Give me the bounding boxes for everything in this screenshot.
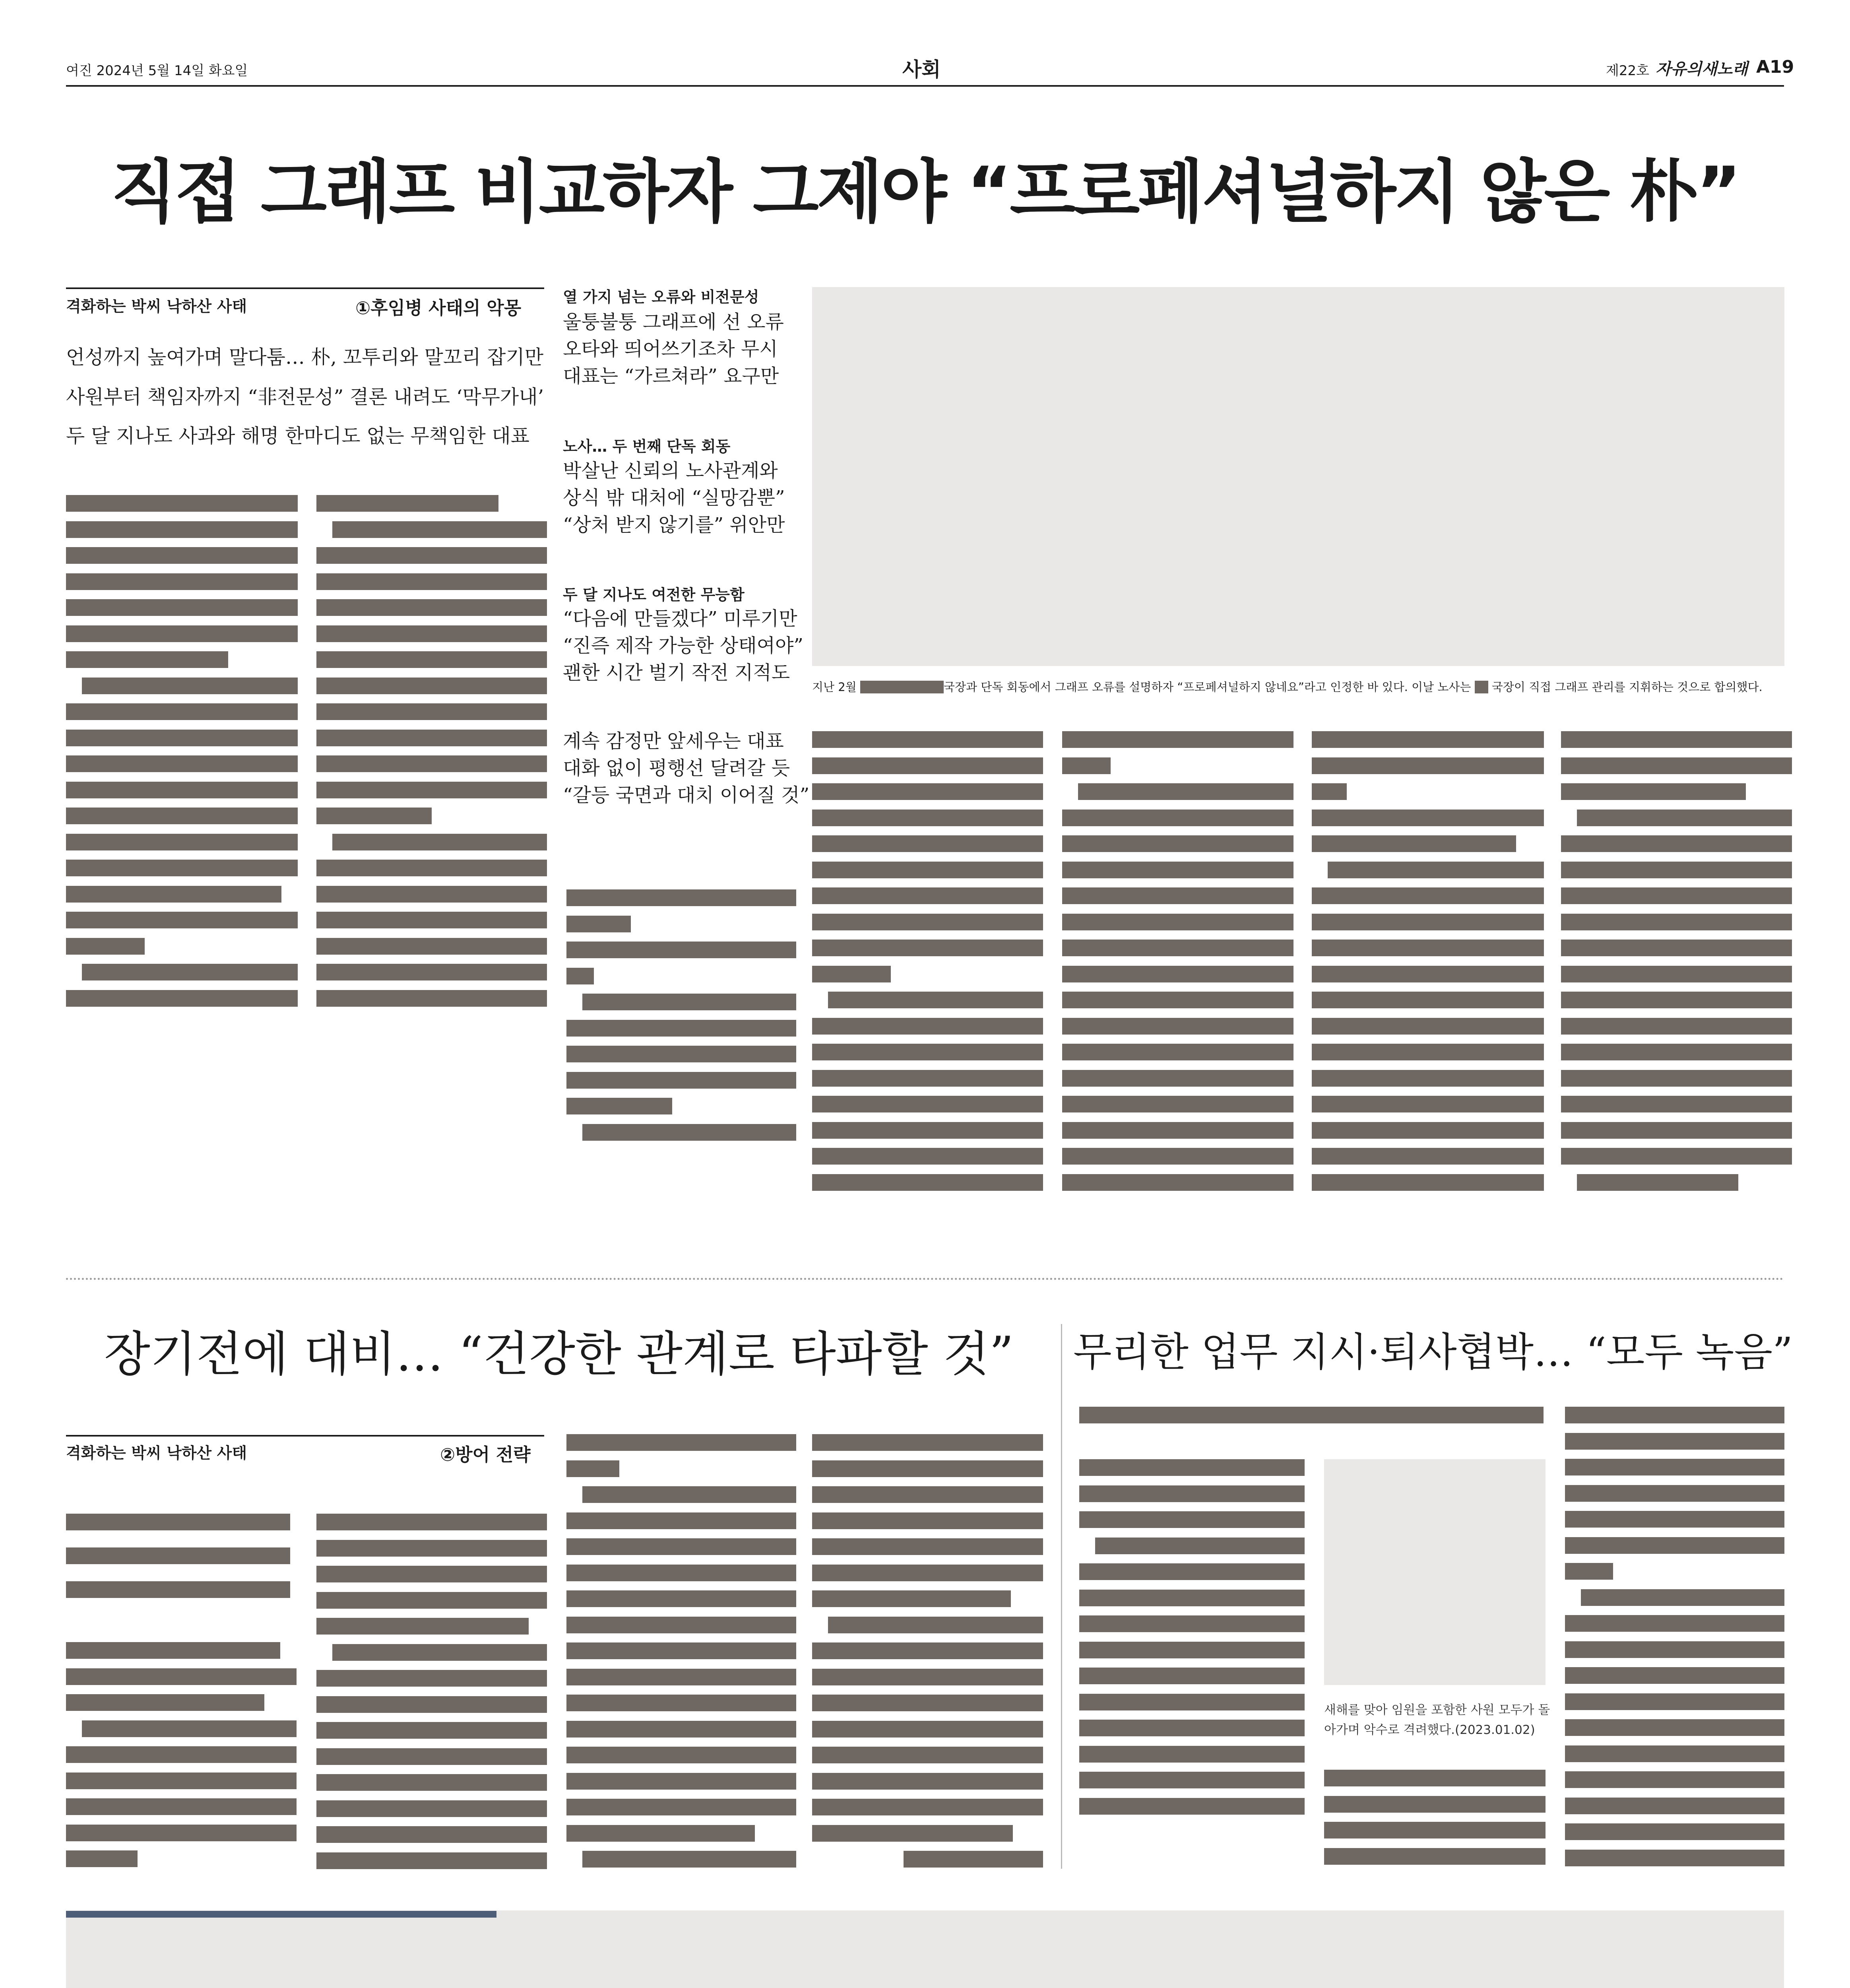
redacted-line xyxy=(316,808,432,824)
redacted-line xyxy=(1079,1615,1305,1632)
ad-accent-bar xyxy=(66,1911,496,1918)
redacted-line xyxy=(1565,1511,1784,1528)
caption-line: 아가며 악수로 격려했다.(2023.01.02) xyxy=(1324,1723,1535,1737)
redacted-line xyxy=(1312,835,1516,852)
redacted-line xyxy=(66,703,298,720)
redacted-line xyxy=(316,1696,547,1713)
redacted-line xyxy=(1079,1485,1305,1502)
series-rule xyxy=(66,1435,544,1437)
redacted-line xyxy=(812,1096,1043,1112)
redacted-line xyxy=(66,860,298,876)
redacted-line xyxy=(1079,1459,1305,1476)
redacted-line xyxy=(1561,1070,1792,1087)
redacted-line xyxy=(812,1148,1043,1165)
redacted-line xyxy=(1079,1668,1305,1684)
redacted-line xyxy=(1324,1770,1546,1786)
redacted-line xyxy=(812,1565,1043,1581)
sidebar-line: “진즉 제작 가능한 상태여야” xyxy=(563,635,803,657)
redacted-line xyxy=(316,678,547,694)
redacted-line xyxy=(566,916,631,932)
redacted-line xyxy=(812,1486,1043,1503)
redacted-line xyxy=(904,1851,1043,1868)
section-name: 사회 xyxy=(902,58,941,81)
redacted-line xyxy=(1062,887,1293,904)
redacted-line xyxy=(1561,966,1792,982)
story3-photo xyxy=(1324,1459,1546,1685)
redacted-line xyxy=(316,547,547,564)
sidebar-line: 대화 없이 평행선 달려갈 듯 xyxy=(563,757,790,779)
redacted-line xyxy=(582,1124,796,1141)
redacted-line xyxy=(1565,1407,1784,1423)
series-label: 격화하는 박씨 낙하산 사태 xyxy=(66,298,247,316)
redacted-line xyxy=(1062,1044,1293,1060)
redacted-line xyxy=(1062,731,1293,748)
redacted-line xyxy=(316,860,547,876)
redacted-line xyxy=(66,912,298,928)
redacted-line xyxy=(1561,940,1792,956)
caption-text: 지난 2월 xyxy=(812,680,857,694)
redacted-line xyxy=(332,1644,547,1661)
series-part: ②방어 전략 xyxy=(440,1444,531,1465)
redacted-line xyxy=(316,990,547,1007)
redacted-line xyxy=(66,1642,280,1659)
redacted-line xyxy=(566,1590,796,1607)
redacted-line xyxy=(1095,1538,1305,1554)
redacted-line xyxy=(812,1018,1043,1035)
redacted-line xyxy=(1324,1796,1546,1813)
sidebar-line: 오타와 띄어쓰기조차 무시 xyxy=(563,338,778,360)
redacted-line xyxy=(1561,783,1746,800)
redacted-line xyxy=(566,1538,796,1555)
redacted-line xyxy=(566,1460,619,1477)
redacted-line xyxy=(316,625,547,642)
redacted-line xyxy=(66,886,281,903)
ad-placeholder xyxy=(66,1910,1784,1988)
redacted-line xyxy=(1561,1122,1792,1139)
redacted-line xyxy=(566,1512,796,1529)
redacted-line xyxy=(1581,1589,1784,1606)
redacted-line xyxy=(566,1825,755,1842)
redacted-line xyxy=(812,1773,1043,1790)
redacted-line xyxy=(566,1721,796,1738)
redacted-line xyxy=(66,573,298,590)
redaction-block xyxy=(1475,681,1488,693)
redacted-line xyxy=(1565,1850,1784,1866)
main-headline: 직접 그래프 비교하자 그제야 “프로페셔널하지 않은 朴” xyxy=(111,152,1739,232)
redacted-line xyxy=(812,1460,1043,1477)
redacted-line xyxy=(66,1746,297,1763)
redacted-line xyxy=(812,731,1043,748)
redacted-line xyxy=(66,1850,138,1867)
redacted-line xyxy=(812,1642,1043,1659)
redacted-line xyxy=(66,521,298,538)
redacted-line xyxy=(82,1720,297,1737)
redacted-line xyxy=(812,1799,1043,1815)
redacted-line xyxy=(1312,992,1544,1008)
redacted-line xyxy=(316,495,498,512)
redacted-line xyxy=(316,1800,547,1817)
redacted-line xyxy=(66,730,298,746)
redaction-block xyxy=(860,681,944,693)
redacted-line xyxy=(1328,862,1544,878)
redacted-line xyxy=(812,1721,1043,1738)
redacted-line xyxy=(66,651,228,668)
redacted-line xyxy=(1078,783,1293,800)
redacted-line xyxy=(1312,1044,1544,1060)
masthead-logo: 자유의새노래 xyxy=(1656,60,1748,78)
story2-headline: 장기전에 대비… “건강한 관계로 타파할 것” xyxy=(104,1327,1014,1382)
redacted-line xyxy=(316,1774,547,1791)
redacted-line xyxy=(812,810,1043,826)
sidebar-lines xyxy=(563,309,784,390)
redacted-line xyxy=(566,1642,796,1659)
edition-date: 여진 2024년 5월 14일 화요일 xyxy=(66,63,248,79)
redacted-line xyxy=(1561,1044,1792,1060)
redacted-line xyxy=(1079,1798,1305,1815)
redacted-line xyxy=(812,1590,1011,1607)
redacted-line xyxy=(66,1668,297,1685)
redacted-line xyxy=(1062,1148,1293,1165)
redacted-line xyxy=(812,1070,1043,1087)
redacted-line xyxy=(1062,1018,1293,1035)
redacted-line xyxy=(1062,992,1293,1008)
series-part: ①후임병 사태의 악몽 xyxy=(355,297,522,318)
redacted-line xyxy=(316,730,547,746)
redacted-line xyxy=(566,1773,796,1790)
redacted-line xyxy=(1312,810,1544,826)
page-number: A19 xyxy=(1756,57,1794,77)
redacted-line xyxy=(1565,1641,1784,1658)
story1-photo xyxy=(812,287,1784,666)
sidebar-line: 박살난 신뢰의 노사관계와 xyxy=(563,460,778,482)
redacted-line xyxy=(1561,731,1792,748)
redacted-line xyxy=(1561,887,1792,904)
redacted-line xyxy=(566,1799,796,1815)
sidebar-line: “상처 받지 않기를” 위안만 xyxy=(563,514,785,536)
redacted-line xyxy=(316,1826,547,1843)
redacted-line xyxy=(1324,1822,1546,1839)
redacted-line xyxy=(1565,1563,1613,1580)
sidebar-line: 괜한 시간 벌기 작전 지적도 xyxy=(563,662,790,684)
redacted-line xyxy=(812,940,1043,956)
redacted-line xyxy=(566,968,594,984)
redacted-line xyxy=(582,1851,796,1868)
redacted-line xyxy=(66,1773,297,1789)
redacted-line xyxy=(1062,940,1293,956)
deck-line: 언성까지 높여가며 말다툼… 朴, 꼬투리와 말꼬리 잡기만 xyxy=(66,346,544,369)
redacted-line xyxy=(316,1566,547,1582)
redacted-line xyxy=(1561,992,1792,1008)
redacted-line xyxy=(1565,1745,1784,1762)
redacted-line xyxy=(316,703,547,720)
redacted-line xyxy=(66,1547,290,1564)
caption-line: 새해를 맞아 임원을 포함한 사원 모두가 돌 xyxy=(1324,1703,1550,1717)
redacted-line xyxy=(66,938,145,955)
redacted-line xyxy=(1324,1848,1546,1865)
redacted-line xyxy=(66,808,298,824)
redacted-line xyxy=(812,1044,1043,1060)
redacted-line xyxy=(812,1825,1013,1842)
redacted-line xyxy=(316,1540,547,1557)
redacted-line xyxy=(1062,966,1293,982)
redacted-line xyxy=(812,1434,1043,1451)
redacted-line xyxy=(1079,1694,1305,1710)
redacted-line xyxy=(1565,1798,1784,1814)
caption-text: 국장과 단독 회동에서 그래프 오류를 설명하자 “프로페셔널하지 않네요”라고 인정한 바 있다. 이날 노사는 xyxy=(943,680,1471,694)
redacted-line xyxy=(316,1748,547,1765)
redacted-line xyxy=(566,1669,796,1685)
series-rule xyxy=(66,287,544,289)
redacted-line xyxy=(66,1581,290,1598)
redacted-line xyxy=(1062,810,1293,826)
story3-headline: 무리한 업무 지시·퇴사협박… “모두 녹음” xyxy=(1073,1329,1793,1375)
series-label: 격화하는 박씨 낙하산 사태 xyxy=(66,1444,247,1462)
photo-caption xyxy=(812,678,1763,695)
sidebar-line: 대표는 “가르쳐라” 요구만 xyxy=(563,365,779,387)
redacted-line xyxy=(1565,1719,1784,1736)
redacted-line xyxy=(66,1825,297,1841)
redacted-line xyxy=(566,1072,796,1089)
redacted-line xyxy=(812,757,1043,774)
redacted-line xyxy=(316,964,547,980)
redacted-line xyxy=(1312,887,1544,904)
sidebar-lines xyxy=(563,605,803,686)
redacted-line xyxy=(66,547,298,564)
redacted-line xyxy=(1565,1667,1784,1684)
redacted-line xyxy=(1561,757,1792,774)
redacted-line xyxy=(66,495,298,512)
redacted-line xyxy=(1561,1148,1792,1165)
redacted-line xyxy=(316,651,547,668)
sidebar-lines xyxy=(563,728,809,809)
redacted-line xyxy=(1561,914,1792,930)
redacted-line xyxy=(1079,1746,1305,1763)
redacted-line xyxy=(316,599,547,616)
redacted-line xyxy=(1062,1070,1293,1087)
caption-text: 국장이 직접 그래프 관리를 지휘하는 것으로 합의했다. xyxy=(1491,680,1763,694)
redacted-line xyxy=(1561,835,1792,852)
redacted-line xyxy=(1561,1018,1792,1035)
redacted-line xyxy=(1312,783,1347,800)
redacted-line xyxy=(316,1722,547,1739)
redacted-line xyxy=(812,914,1043,930)
issue-number: 제22호 xyxy=(1606,63,1649,79)
redacted-line xyxy=(1565,1693,1784,1710)
redacted-line xyxy=(1079,1772,1305,1788)
redacted-line xyxy=(1561,1096,1792,1112)
sidebar-line: 울퉁불퉁 그래프에 선 오류 xyxy=(563,311,784,333)
sidebar-line: “갈등 국면과 대치 이어질 것” xyxy=(563,784,810,806)
redacted-line xyxy=(66,1694,264,1711)
redacted-line xyxy=(1079,1511,1305,1528)
redacted-line xyxy=(1079,1407,1544,1423)
redacted-line xyxy=(1062,914,1293,930)
redacted-line xyxy=(812,835,1043,852)
redacted-line xyxy=(566,1617,796,1633)
redacted-line xyxy=(812,1538,1043,1555)
redacted-line xyxy=(1565,1459,1784,1475)
redacted-line xyxy=(582,1486,796,1503)
redacted-line xyxy=(566,1565,796,1581)
redacted-line xyxy=(316,938,547,955)
redacted-line xyxy=(1062,1122,1293,1139)
redacted-line xyxy=(332,521,547,538)
sidebar-line: “다음에 만들겠다” 미루기만 xyxy=(563,608,797,630)
deck-line: 두 달 지나도 사과와 해명 한마디도 없는 무책임한 대표 xyxy=(66,425,529,447)
redacted-line xyxy=(66,1514,290,1530)
redacted-line xyxy=(1565,1537,1784,1554)
redacted-line xyxy=(66,755,298,772)
redacted-line xyxy=(1312,731,1544,748)
redacted-line xyxy=(82,678,298,694)
redacted-line xyxy=(66,834,298,850)
redacted-line xyxy=(1062,1174,1293,1191)
sidebar-kicker: 두 달 지나도 여전한 무능함 xyxy=(563,586,745,604)
redacted-line xyxy=(1062,835,1293,852)
sidebar-lines xyxy=(563,457,785,538)
redacted-line xyxy=(566,1098,672,1114)
redacted-line xyxy=(566,1747,796,1763)
redacted-line xyxy=(66,599,298,616)
redacted-line xyxy=(1312,1174,1544,1191)
redacted-line xyxy=(66,782,298,798)
redacted-line xyxy=(1312,1148,1544,1165)
redacted-line xyxy=(1079,1563,1305,1580)
redacted-line xyxy=(316,1592,547,1609)
redacted-line xyxy=(332,834,547,850)
section-divider xyxy=(66,1278,1784,1280)
redacted-line xyxy=(316,886,547,903)
redacted-line xyxy=(1062,862,1293,878)
redacted-line xyxy=(1062,1096,1293,1112)
redacted-line xyxy=(566,1020,796,1037)
sidebar-kicker: 열 가지 넘는 오류와 비전문성 xyxy=(563,288,759,306)
redacted-line xyxy=(316,782,547,798)
redacted-line xyxy=(1312,914,1544,930)
redacted-line xyxy=(812,1122,1043,1139)
redacted-line xyxy=(1565,1615,1784,1632)
redacted-line xyxy=(828,1617,1043,1633)
redacted-line xyxy=(1312,1070,1544,1087)
redacted-line xyxy=(316,1618,529,1635)
redacted-line xyxy=(1312,1122,1544,1139)
redacted-line xyxy=(812,1695,1043,1711)
redacted-line xyxy=(1565,1433,1784,1450)
redacted-line xyxy=(316,912,547,928)
sidebar-kicker: 노사… 두 번째 단독 회동 xyxy=(563,438,731,455)
redacted-line xyxy=(1577,1174,1738,1191)
redacted-line xyxy=(582,994,796,1010)
redacted-line xyxy=(566,942,796,958)
redacted-line xyxy=(1561,862,1792,878)
redacted-line xyxy=(812,966,891,982)
redacted-line xyxy=(1565,1485,1784,1502)
header-rule xyxy=(66,85,1784,87)
column-divider xyxy=(1061,1324,1062,1869)
redacted-line xyxy=(1079,1590,1305,1606)
redacted-line xyxy=(1565,1771,1784,1788)
redacted-line xyxy=(316,573,547,590)
redacted-line xyxy=(82,964,298,980)
redacted-line xyxy=(1312,1018,1544,1035)
redacted-line xyxy=(812,1747,1043,1763)
sidebar-line: 상식 밖 대처에 “실망감뿐” xyxy=(563,487,785,509)
redacted-line xyxy=(812,1512,1043,1529)
redacted-line xyxy=(66,990,298,1007)
redacted-line xyxy=(566,1695,796,1711)
redacted-line xyxy=(66,625,298,642)
redacted-line xyxy=(828,992,1043,1008)
redacted-line xyxy=(1312,1096,1544,1112)
redacted-line xyxy=(316,1514,547,1530)
redacted-line xyxy=(812,1174,1043,1191)
redacted-line xyxy=(812,1669,1043,1685)
redacted-line xyxy=(566,1046,796,1062)
redacted-line xyxy=(1312,757,1544,774)
redacted-line xyxy=(812,862,1043,878)
redacted-line xyxy=(66,1798,297,1815)
deck-line: 사원부터 책임자까지 “非전문성” 결론 내려도 ‘막무가내’ xyxy=(66,386,544,408)
redacted-line xyxy=(812,783,1043,800)
redacted-line xyxy=(1062,757,1111,774)
redacted-line xyxy=(1565,1823,1784,1840)
sidebar-line: 계속 감정만 앞세우는 대표 xyxy=(563,730,784,752)
redacted-line xyxy=(316,1670,547,1687)
redacted-line xyxy=(1577,810,1792,826)
redacted-line xyxy=(1312,940,1544,956)
redacted-line xyxy=(1312,966,1544,982)
redacted-line xyxy=(1079,1720,1305,1736)
redacted-line xyxy=(316,1852,547,1869)
story3-caption xyxy=(1324,1700,1550,1740)
redacted-line xyxy=(812,887,1043,904)
redacted-line xyxy=(316,755,547,772)
redacted-line xyxy=(566,889,796,906)
redacted-line xyxy=(1079,1642,1305,1658)
redacted-line xyxy=(566,1434,796,1451)
